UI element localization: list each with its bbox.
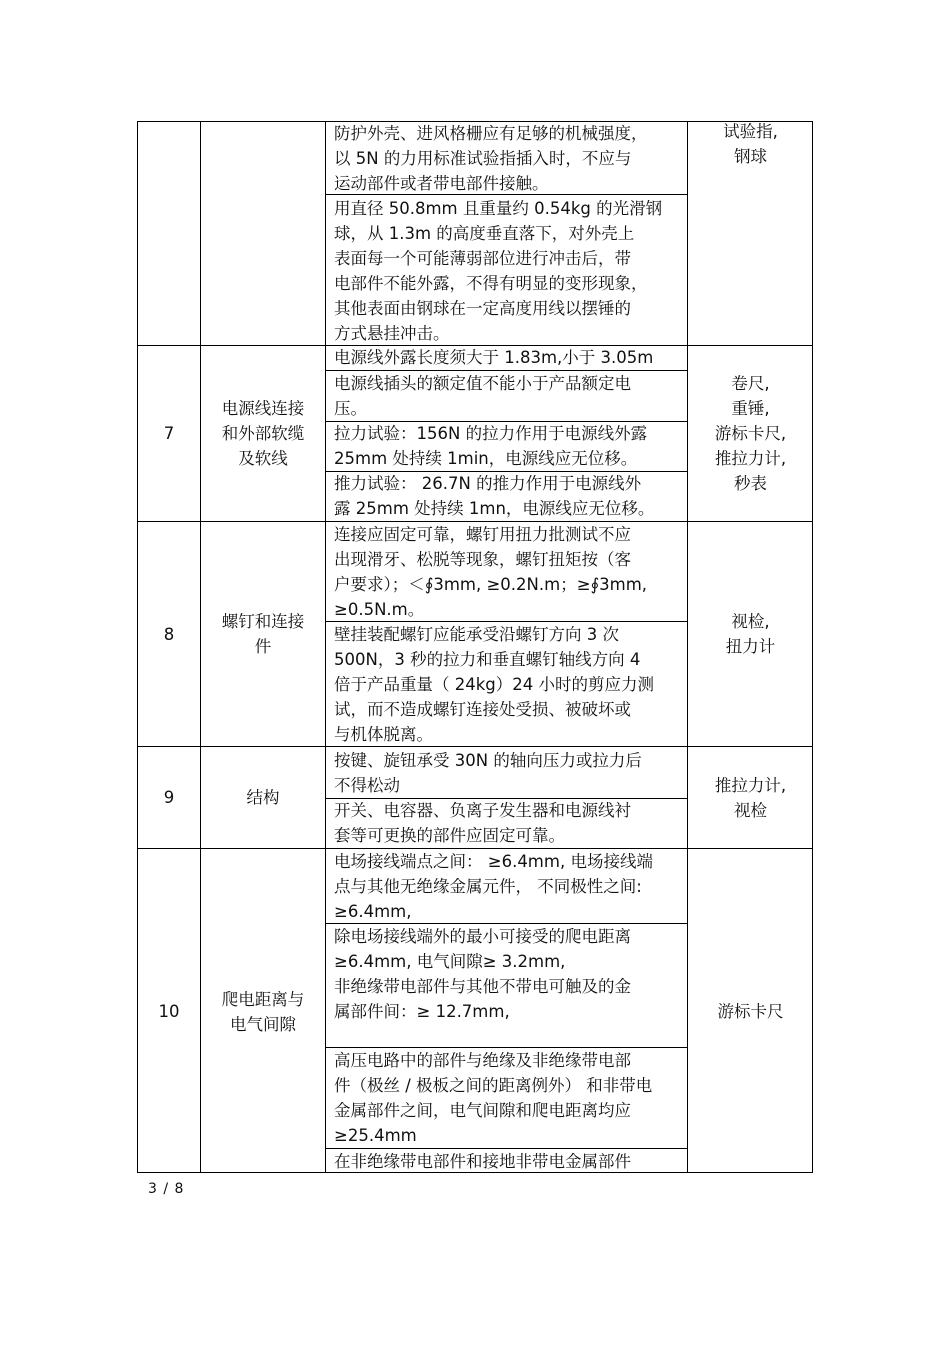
page-number: 3 <box>148 1181 158 1197</box>
item-name: 电源线连接 和外部软缆 及软线 <box>221 399 305 468</box>
requirement-text: 推力试验： 26.7N 的推力作用于电源线外 露 25mm 处持续 1mn，电源线应无位移。 <box>334 474 655 518</box>
requirement-text: 连接应固定可靠，螺钉用扭力批测试不应 出现滑牙、松脱等现象，螺钉扭矩按（客 户要求）；＜∮3mm, ≥0.2N.m；≥∮3mm, ≥0.5N.m。 <box>334 525 648 619</box>
method-cell: 视检, 扭力计 <box>725 612 776 656</box>
requirement-text: 除电场接线端外的最小可接受的爬电距离 ≥6.4mm, 电气间隙≥ 3.2mm, 非绝缘带电部件与其他不带电可触及的金 属部件间：≥ 12.7mm, <box>334 927 631 1021</box>
requirement-text: 电源线插头的额定值不能小于产品额定电 压。 <box>334 374 631 418</box>
row-number: 7 <box>163 424 175 443</box>
method-cell: 试验指, 钢球 <box>723 122 778 166</box>
page-total: 8 <box>174 1181 185 1197</box>
method-cell: 游标卡尺 <box>717 1002 784 1021</box>
requirement-text: 壁挂装配螺钉应能承受沿螺钉方向 3 次 500N，3 秒的拉力和垂直螺钉轴线方向 4 倍于产品重量（ 24kg）24 小时的剪应力测 试，而不造成螺钉连接处受损、被破坏或 与机体脱离。 <box>334 625 655 744</box>
requirement-text: 拉力试验：156N 的拉力作用于电源线外露 25mm 处持续 1min，电源线应无位移。 <box>334 424 648 468</box>
row-number: 9 <box>163 788 175 807</box>
requirement-text: 电源线外露长度须大于 1.83m,小于 3.05m <box>334 348 654 367</box>
requirement-text: 用直径 50.8mm 且重量约 0.54kg 的光滑钢 球，从 1.3m 的高度垂直落下，对外壳上 表面每一个可能薄弱部位进行冲击后，带 电部件不能外露，不得有明显的变形现象， 其他表面由钢球在一定高度用线以摆锤的 方式悬挂冲击。 <box>334 199 663 343</box>
requirement-text: 高压电路中的部件与绝缘及非绝缘带电部 件（极丝 / 极板之间的距离例外） 和非带电 金属部件之间，电气间隙和爬电距离均应 ≥25.4mm <box>334 1051 653 1145</box>
item-name: 爬电距离与 电气间隙 <box>221 989 305 1034</box>
method-cell: 卷尺, 重锤, 游标卡尺, 推拉力计, 秒表 <box>714 374 787 493</box>
row-number: 8 <box>163 624 175 644</box>
method-cell: 推拉力计, 视检 <box>714 775 787 820</box>
item-name: 螺钉和连接 件 <box>221 612 305 656</box>
requirement-text: 按键、旋钮承受 30N 的轴向压力或拉力后 不得松动 <box>334 751 642 795</box>
page-separator: / <box>163 1181 170 1197</box>
item-name: 结构 <box>246 788 280 807</box>
page-indicator <box>148 1181 184 1197</box>
requirement-text: 在非绝缘带电部件和接地非带电金属部件 <box>334 1152 631 1171</box>
column-divider <box>325 122 326 1172</box>
inspection-table <box>137 121 813 1173</box>
row-number: 10 <box>158 1002 180 1021</box>
requirement-text: 电场接线端点之间： ≥6.4mm, 电场接线端 点与其他无绝缘金属元件， 不同极性之间: ≥6.4mm, <box>334 852 653 921</box>
requirement-text: 防护外壳、进风格栅应有足够的机械强度， 以 5N 的力用标准试验指插入时，不应与 运动部件或者带电部件接触。 <box>334 124 648 193</box>
requirement-text: 开关、电容器、负离子发生器和电源线衬 套等可更换的部件应固定可靠。 <box>334 801 631 845</box>
